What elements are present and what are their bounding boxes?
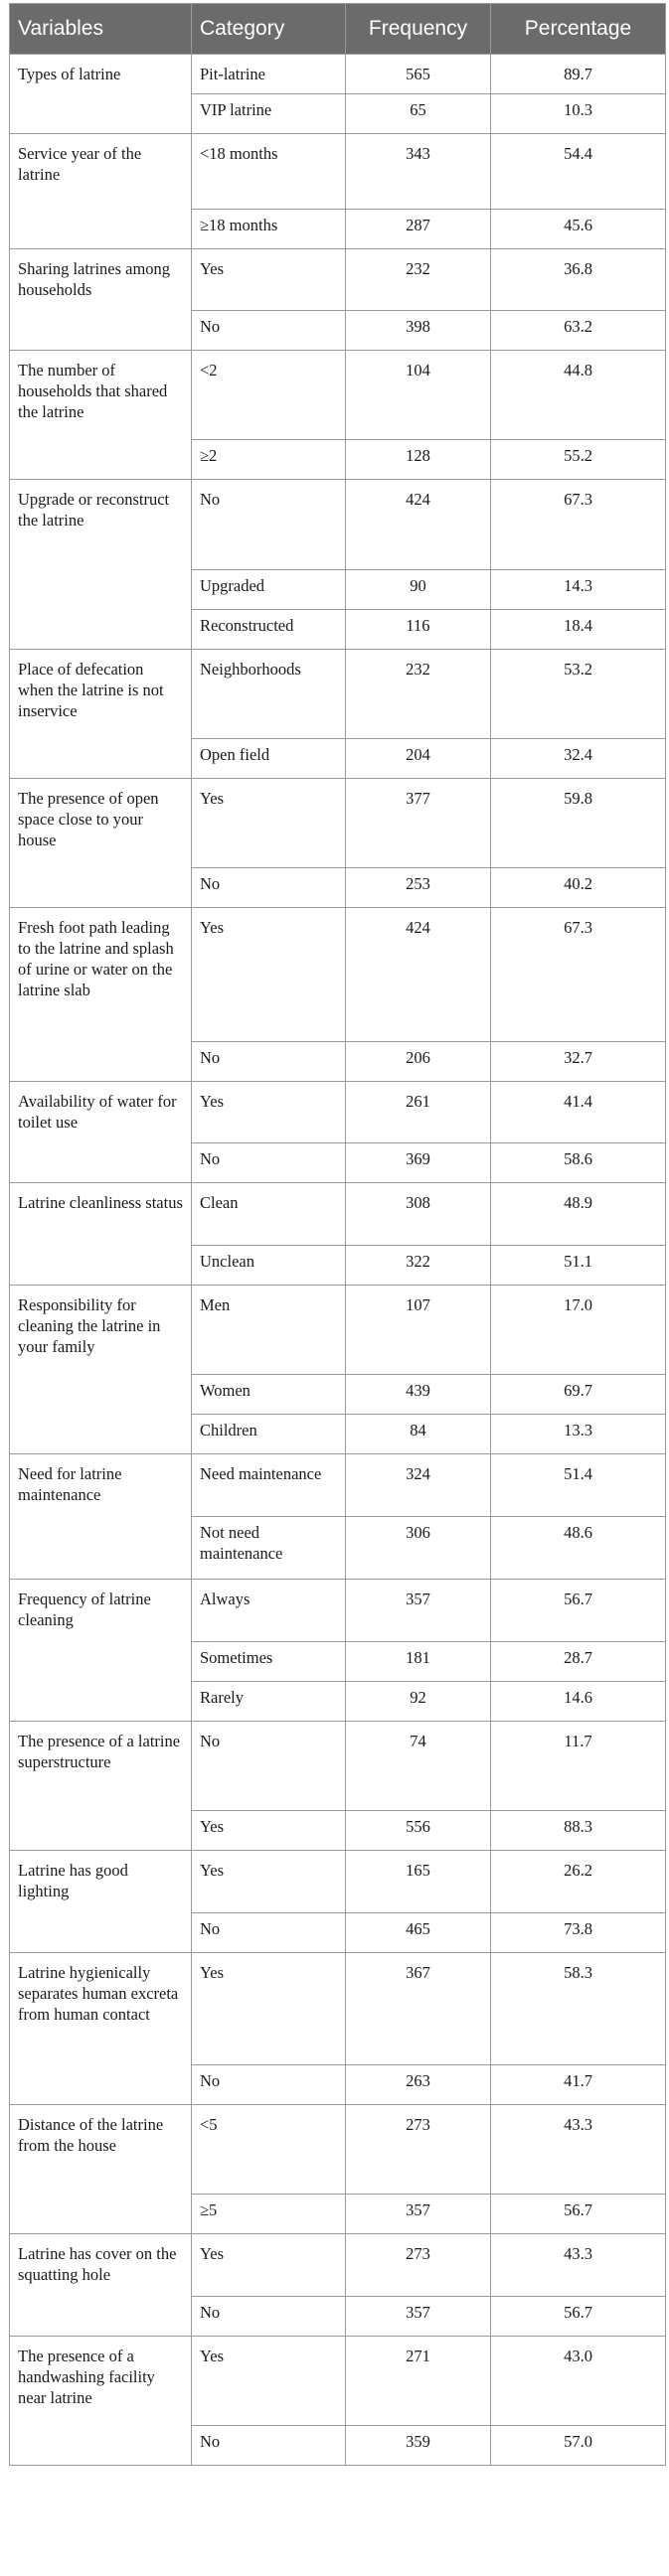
frequency-cell: 84 <box>346 1415 491 1454</box>
percentage-cell: 14.6 <box>491 1682 666 1722</box>
category-cell: Children <box>192 1415 346 1454</box>
category-cell: No <box>192 311 346 351</box>
table-row <box>10 1454 666 1517</box>
frequency-cell: 204 <box>346 739 491 779</box>
frequency-cell: 357 <box>346 1580 491 1642</box>
frequency-cell: 359 <box>346 2426 491 2466</box>
percentage-cell: 67.3 <box>491 908 666 1042</box>
category-cell: <5 <box>192 2105 346 2195</box>
category-cell: Sometimes <box>192 1642 346 1682</box>
percentage-cell: 67.3 <box>491 480 666 570</box>
table-body <box>10 55 666 2466</box>
percentage-cell: 11.7 <box>491 1722 666 1811</box>
table-row <box>10 650 666 739</box>
percentage-cell: 89.7 <box>491 55 666 94</box>
table-row <box>10 249 666 311</box>
variable-cell: Upgrade or reconstruct the latrine <box>10 480 192 650</box>
percentage-cell: 53.2 <box>491 650 666 739</box>
frequency-cell: 367 <box>346 1953 491 2065</box>
table-row <box>10 55 666 94</box>
percentage-cell: 40.2 <box>491 868 666 908</box>
frequency-cell: 116 <box>346 610 491 650</box>
percentage-cell: 48.9 <box>491 1183 666 1246</box>
category-cell: Men <box>192 1286 346 1375</box>
table-row <box>10 134 666 210</box>
percentage-cell: 58.3 <box>491 1953 666 2065</box>
percentage-cell: 54.4 <box>491 134 666 210</box>
frequency-cell: 377 <box>346 779 491 868</box>
percentage-cell: 13.3 <box>491 1415 666 1454</box>
header-percentage: Percentage <box>491 4 666 55</box>
category-cell: No <box>192 1042 346 1082</box>
percentage-cell: 44.8 <box>491 351 666 440</box>
header-category: Category <box>192 4 346 55</box>
percentage-cell: 56.7 <box>491 2297 666 2337</box>
percentage-cell: 18.4 <box>491 610 666 650</box>
category-cell: Clean <box>192 1183 346 1246</box>
percentage-cell: 32.7 <box>491 1042 666 1082</box>
percentage-cell: 32.4 <box>491 739 666 779</box>
header-variables: Variables <box>10 4 192 55</box>
category-cell: <2 <box>192 351 346 440</box>
frequency-cell: 273 <box>346 2234 491 2297</box>
category-cell: ≥2 <box>192 440 346 480</box>
latrine-table <box>9 3 666 2466</box>
frequency-cell: 308 <box>346 1183 491 1246</box>
category-cell: Rarely <box>192 1682 346 1722</box>
category-cell: Yes <box>192 2234 346 2297</box>
frequency-cell: 324 <box>346 1454 491 1517</box>
frequency-cell: 65 <box>346 94 491 134</box>
category-cell: No <box>192 2297 346 2337</box>
category-cell: <18 months <box>192 134 346 210</box>
percentage-cell: 73.8 <box>491 1913 666 1953</box>
variable-cell: Distance of the latrine from the house <box>10 2105 192 2234</box>
percentage-cell: 17.0 <box>491 1286 666 1375</box>
table-row <box>10 1580 666 1642</box>
table-row <box>10 908 666 1042</box>
table-row <box>10 1082 666 1143</box>
variable-cell: Latrine cleanliness status <box>10 1183 192 1286</box>
frequency-cell: 271 <box>346 2337 491 2426</box>
category-cell: No <box>192 480 346 570</box>
variable-cell: Service year of the latrine <box>10 134 192 249</box>
percentage-cell: 56.7 <box>491 2195 666 2234</box>
variable-cell: Latrine has cover on the squatting hole <box>10 2234 192 2337</box>
category-cell: Yes <box>192 908 346 1042</box>
frequency-cell: 181 <box>346 1642 491 1682</box>
table-row <box>10 1722 666 1811</box>
category-cell: Pit-latrine <box>192 55 346 94</box>
percentage-cell: 63.2 <box>491 311 666 351</box>
percentage-cell: 10.3 <box>491 94 666 134</box>
frequency-cell: 104 <box>346 351 491 440</box>
category-cell: Yes <box>192 249 346 311</box>
variable-cell: Frequency of latrine cleaning <box>10 1580 192 1722</box>
frequency-cell: 306 <box>346 1517 491 1580</box>
variable-cell: The presence of open space close to your house <box>10 779 192 908</box>
percentage-cell: 14.3 <box>491 570 666 610</box>
percentage-cell: 41.4 <box>491 1082 666 1143</box>
frequency-cell: 206 <box>346 1042 491 1082</box>
percentage-cell: 51.4 <box>491 1454 666 1517</box>
percentage-cell: 69.7 <box>491 1375 666 1415</box>
variable-cell: Need for latrine maintenance <box>10 1454 192 1580</box>
frequency-cell: 107 <box>346 1286 491 1375</box>
category-cell: Reconstructed <box>192 610 346 650</box>
variable-cell: Fresh foot path leading to the latrine and splash of urine or water on the latrine slab <box>10 908 192 1082</box>
category-cell: Yes <box>192 1953 346 2065</box>
variable-cell: The presence of a handwashing facility near latrine <box>10 2337 192 2466</box>
percentage-cell: 45.6 <box>491 210 666 249</box>
percentage-cell: 55.2 <box>491 440 666 480</box>
table-row <box>10 2105 666 2195</box>
category-cell: Always <box>192 1580 346 1642</box>
category-cell: Unclean <box>192 1246 346 1286</box>
percentage-cell: 41.7 <box>491 2065 666 2105</box>
category-cell: No <box>192 1143 346 1183</box>
table-row <box>10 779 666 868</box>
frequency-cell: 128 <box>346 440 491 480</box>
table-row <box>10 1286 666 1375</box>
category-cell: Upgraded <box>192 570 346 610</box>
frequency-cell: 565 <box>346 55 491 94</box>
frequency-cell: 424 <box>346 908 491 1042</box>
category-cell: Yes <box>192 2337 346 2426</box>
variable-cell: The number of households that shared the latrine <box>10 351 192 480</box>
frequency-cell: 261 <box>346 1082 491 1143</box>
frequency-cell: 273 <box>346 2105 491 2195</box>
category-cell: No <box>192 2065 346 2105</box>
frequency-cell: 287 <box>346 210 491 249</box>
category-cell: VIP latrine <box>192 94 346 134</box>
frequency-cell: 263 <box>346 2065 491 2105</box>
frequency-cell: 165 <box>346 1851 491 1913</box>
category-cell: Women <box>192 1375 346 1415</box>
frequency-cell: 556 <box>346 1811 491 1851</box>
category-cell: Yes <box>192 779 346 868</box>
category-cell: Yes <box>192 1082 346 1143</box>
frequency-cell: 253 <box>346 868 491 908</box>
frequency-cell: 398 <box>346 311 491 351</box>
frequency-cell: 322 <box>346 1246 491 1286</box>
table-row <box>10 2234 666 2297</box>
variable-cell: The presence of a latrine superstructure <box>10 1722 192 1851</box>
table-row <box>10 480 666 570</box>
percentage-cell: 36.8 <box>491 249 666 311</box>
header-frequency: Frequency <box>346 4 491 55</box>
category-cell: Open field <box>192 739 346 779</box>
percentage-cell: 48.6 <box>491 1517 666 1580</box>
category-cell: No <box>192 2426 346 2466</box>
frequency-cell: 232 <box>346 249 491 311</box>
variable-cell: Place of defecation when the latrine is not inservice <box>10 650 192 779</box>
category-cell: No <box>192 868 346 908</box>
table-row <box>10 1851 666 1913</box>
header-row <box>10 4 666 55</box>
percentage-cell: 51.1 <box>491 1246 666 1286</box>
table-row <box>10 1183 666 1246</box>
table-row <box>10 2337 666 2426</box>
frequency-cell: 92 <box>346 1682 491 1722</box>
frequency-cell: 90 <box>346 570 491 610</box>
percentage-cell: 43.3 <box>491 2234 666 2297</box>
variable-cell: Responsibility for cleaning the latrine in your family <box>10 1286 192 1454</box>
frequency-cell: 439 <box>346 1375 491 1415</box>
percentage-cell: 58.6 <box>491 1143 666 1183</box>
category-cell: Yes <box>192 1811 346 1851</box>
frequency-cell: 424 <box>346 480 491 570</box>
variable-cell: Sharing latrines among households <box>10 249 192 351</box>
frequency-cell: 74 <box>346 1722 491 1811</box>
variable-cell: Latrine has good lighting <box>10 1851 192 1953</box>
variable-cell: Availability of water for toilet use <box>10 1082 192 1183</box>
percentage-cell: 88.3 <box>491 1811 666 1851</box>
category-cell: Yes <box>192 1851 346 1913</box>
category-cell: Neighborhoods <box>192 650 346 739</box>
variable-cell: Types of latrine <box>10 55 192 134</box>
frequency-cell: 357 <box>346 2195 491 2234</box>
frequency-cell: 369 <box>346 1143 491 1183</box>
category-cell: No <box>192 1722 346 1811</box>
category-cell: Need maintenance <box>192 1454 346 1517</box>
category-cell: ≥18 months <box>192 210 346 249</box>
category-cell: No <box>192 1913 346 1953</box>
percentage-cell: 57.0 <box>491 2426 666 2466</box>
frequency-cell: 232 <box>346 650 491 739</box>
frequency-cell: 343 <box>346 134 491 210</box>
frequency-cell: 357 <box>346 2297 491 2337</box>
table-row <box>10 1953 666 2065</box>
percentage-cell: 43.3 <box>491 2105 666 2195</box>
variable-cell: Latrine hygienically separates human excreta from human contact <box>10 1953 192 2105</box>
table-row <box>10 351 666 440</box>
percentage-cell: 28.7 <box>491 1642 666 1682</box>
percentage-cell: 43.0 <box>491 2337 666 2426</box>
percentage-cell: 26.2 <box>491 1851 666 1913</box>
frequency-cell: 465 <box>346 1913 491 1953</box>
percentage-cell: 59.8 <box>491 779 666 868</box>
category-cell: Not need maintenance <box>192 1517 346 1580</box>
category-cell: ≥5 <box>192 2195 346 2234</box>
percentage-cell: 56.7 <box>491 1580 666 1642</box>
